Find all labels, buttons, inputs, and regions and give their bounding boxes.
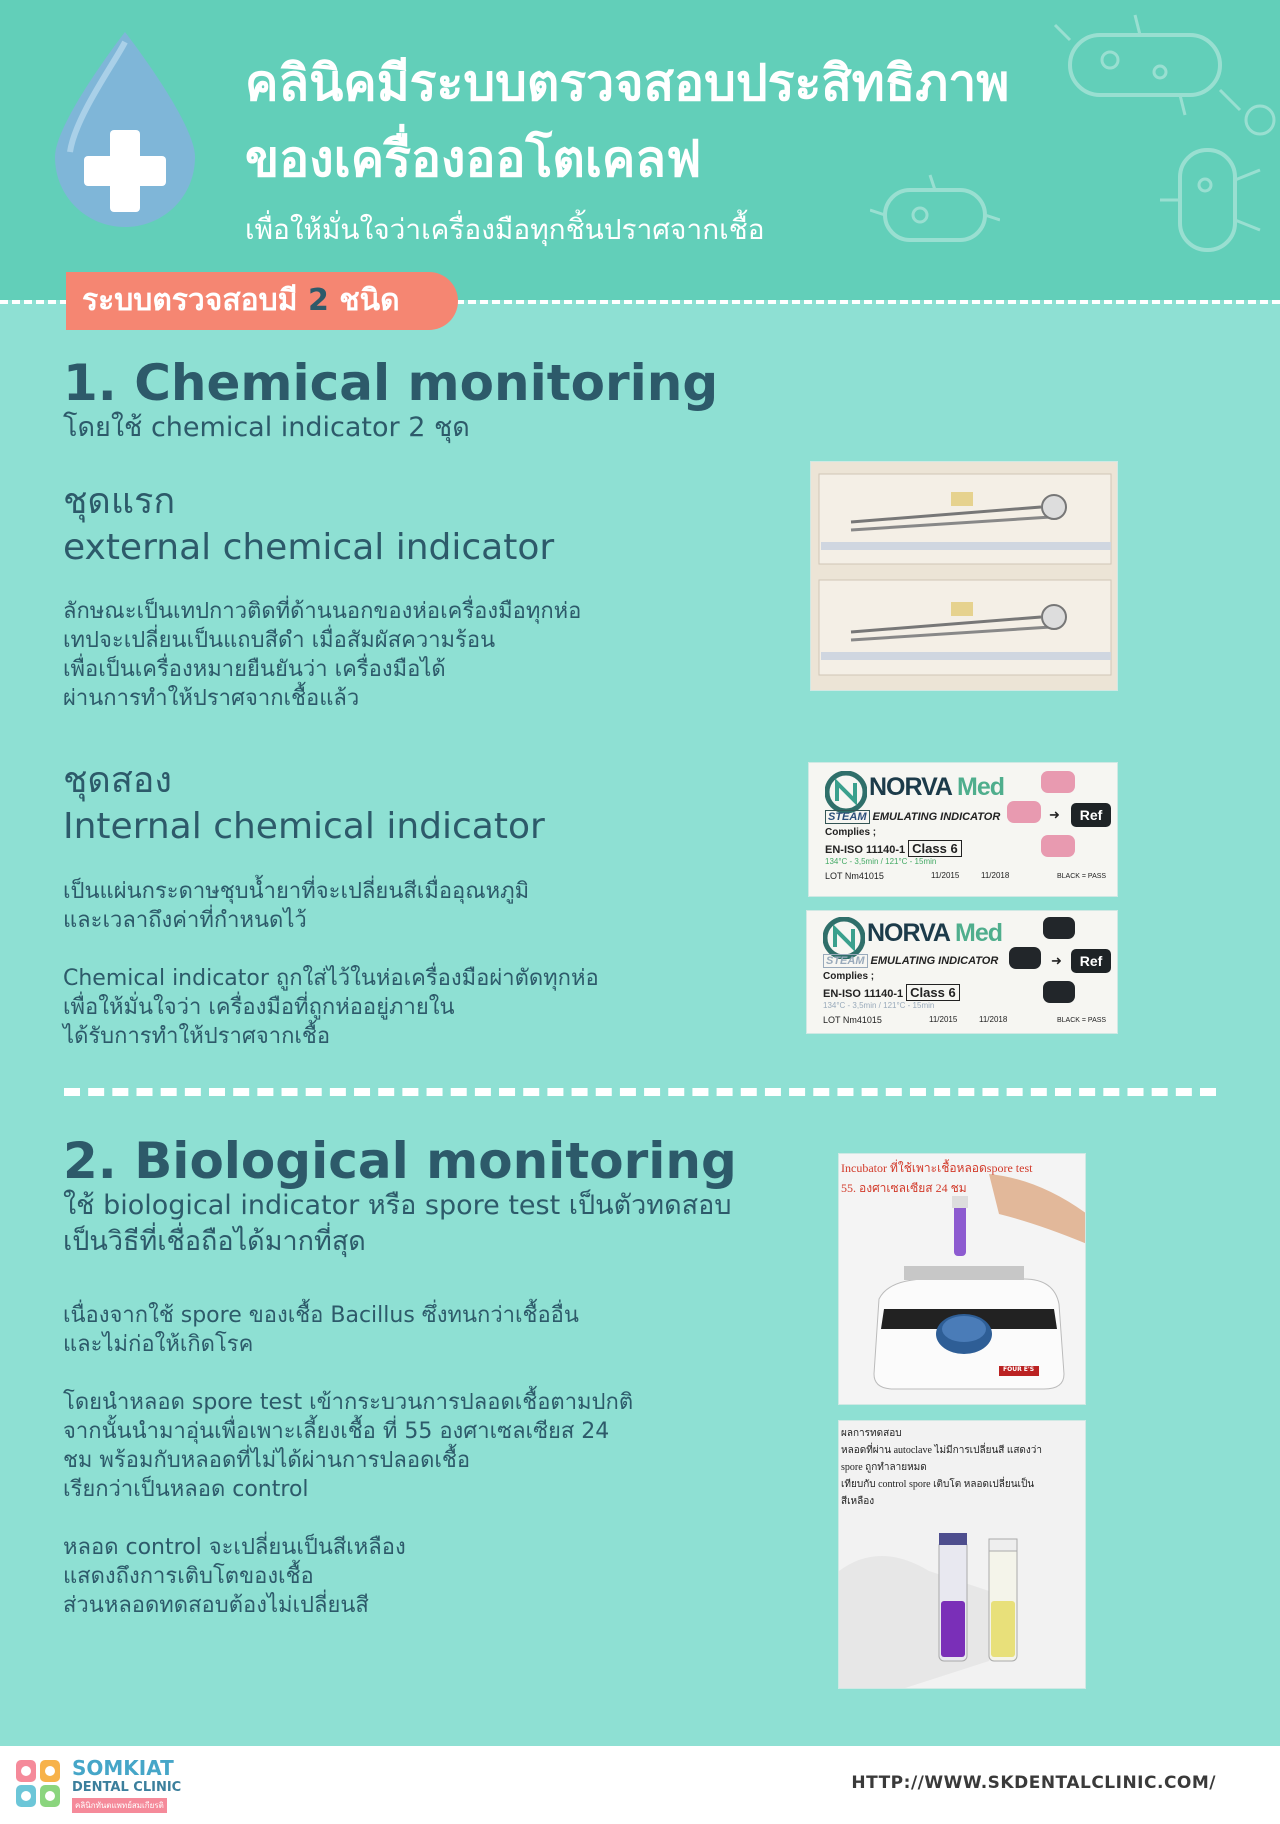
text-line: และไม่ก่อให้เกิดโรค [63,1332,254,1357]
emulating-label: EMULATING INDICATOR [869,811,1001,823]
text-line: ลักษณะเป็นเทปกาวติดที่ด้านนอกของห่อเครื่องมือทุกห่อ [63,599,582,624]
logo-thai-name: คลินิกทันตแพทย์สมเกียรติ [72,1798,167,1813]
pass-label: BLACK = PASS [1057,873,1107,880]
text-line: Chemical indicator ถูกใส่ไว้ในห่อเครื่องมือผ่าตัดทุกห่อ [63,966,599,991]
date-expiry: 11/2018 [981,871,1010,880]
section2-para2 [63,1388,633,1504]
indicator-patch [1041,771,1075,793]
bacteria-icon [1160,140,1270,260]
water-drop-plus-icon [55,32,195,227]
brand-norva: NORVA [867,919,950,947]
lot-label: LOT Nm41015 [825,871,884,881]
iso-label: EN-ISO 11140-1 [823,988,904,1000]
text-line: จากนั้นนำมาอุ่นเพื่อเพาะเลี้ยงเชื้อ ที่ 55 องศาเซลเซียส 24 [63,1419,610,1444]
set2-title: ชุดสอง [63,760,172,801]
norva-logo-icon [823,917,865,959]
indicator-patch [1009,947,1041,969]
pass-label: BLACK = PASS [1057,1017,1107,1024]
set2-description-a [63,877,529,935]
text-line: โดยนำหลอด spore test เข้ากระบวนการปลอดเชื้อตามปกติ [63,1390,634,1415]
text-line: หลอด control จะเปลี่ยนเป็นสีเหลือง [63,1535,406,1560]
section2-para3 [63,1533,406,1620]
page-title-line2: ของเครื่องออโตเคลฟ [245,130,702,188]
norva-logo-icon [825,771,867,813]
section1-intro: โดยใช้ chemical indicator 2 ชุด [63,412,470,443]
text-line: แสดงถึงการเติบโตของเชื้อ [63,1564,314,1589]
external-indicator-photo [810,461,1118,691]
types-badge-text: ระบบตรวจสอบมี [82,283,308,318]
section2-intro [63,1188,731,1260]
internal-indicator-card-unprocessed [808,762,1118,897]
indicator-patch [1007,801,1041,823]
complies-label: Complies ; [825,827,877,838]
section2-heading: 2. Biological monitoring [63,1132,737,1190]
section-divider [64,1088,1216,1096]
temp-label: 134°C - 3,5min / 121°C - 15min [823,1001,935,1010]
date-made: 11/2015 [929,1015,958,1024]
date-made: 11/2015 [931,871,960,880]
ref-label: Ref [1071,949,1111,973]
text-line: ส่วนหลอดทดสอบต้องไม่เปลี่ยนสี [63,1593,369,1618]
steam-label: STEAM [825,810,870,824]
spore-test-result-photo [838,1420,1086,1689]
arrow-icon: ➜ [1049,807,1060,822]
set1-subtitle: external chemical indicator [63,527,555,568]
result-caption-line: spore ถูกทำลายหมด [841,1462,927,1473]
emulating-label: EMULATING INDICATOR [867,955,999,967]
lot-label: LOT Nm41015 [823,1015,882,1025]
text-line: ชม พร้อมกับหลอดที่ไม่ได้ผ่านการปลอดเชื้อ [63,1448,471,1473]
class-label: Class 6 [908,840,962,857]
indicator-patch [1043,981,1075,1003]
logo-subname: DENTAL CLINIC [72,1780,182,1795]
text-line: เพื่อเป็นเครื่องหมายยืนยันว่า เครื่องมือได้ [63,657,446,682]
brand-med: Med [951,773,1005,801]
text-line: ได้รับการทำให้ปราศจากเชื้อ [63,1024,331,1049]
result-caption-line: สีเหลือง [841,1496,875,1507]
text-line: เทปจะเปลี่ยนเป็นแถบสีดำ เมื่อสัมผัสความร้อน [63,628,496,653]
logo-name: SOMKIAT [72,1756,174,1780]
brand-med: Med [949,919,1003,947]
website-link[interactable]: HTTP://WWW.SKDENTALCLINIC.COM/ [851,1773,1216,1793]
set2-subtitle: Internal chemical indicator [63,806,545,847]
set1-title: ชุดแรก [63,481,176,522]
bacteria-icon [1240,100,1280,140]
arrow-icon: ➜ [1051,953,1062,968]
types-badge [66,272,458,330]
internal-indicator-card-processed [806,910,1118,1034]
indicator-patch [1043,917,1075,939]
text-line: ใช้ biological indicator หรือ spore test เป็นตัวทดสอบ [63,1190,732,1221]
incubator-caption-line: 55. องศาเซลเซียส 24 ชม [841,1181,967,1195]
temp-label: 134°C - 3,5min / 121°C - 15min [825,857,937,866]
ref-label: Ref [1071,803,1111,827]
result-caption-line: เทียบกับ control spore เติบโต หลอดเปลี่ยนเป็น [841,1479,1035,1490]
text-line: เนื่องจากใช้ spore ของเชื้อ Bacillus ซึ่งทนกว่าเชื้ออื่น [63,1303,579,1328]
complies-label: Complies ; [823,971,875,982]
result-caption-line: ผลการทดสอบ [841,1428,902,1439]
page-subtitle: เพื่อให้มั่นใจว่าเครื่องมือทุกชิ้นปราศจากเชื้อ [245,213,765,246]
steam-label: STEAM [823,954,868,968]
text-line: เพื่อให้มั่นใจว่า เครื่องมือที่ถูกห่ออยู่ภายใน [63,995,455,1020]
text-line: เป็นวิธีที่เชื่อถือได้มากที่สุด [63,1226,366,1257]
brand-norva: NORVA [869,773,952,801]
text-line: เป็นแผ่นกระดาษชุบน้ำยาที่จะเปลี่ยนสีเมื่ออุณหภูมิ [63,879,530,904]
date-expiry: 11/2018 [979,1015,1008,1024]
incubator-caption-line: Incubator ที่ใช้เพาะเชื้อหลอดspore test [841,1161,1033,1175]
class-label: Class 6 [906,984,960,1001]
incubator-photo [838,1153,1086,1405]
indicator-patch [1041,835,1075,857]
iso-label: EN-ISO 11140-1 [825,844,906,856]
bacteria-icon [1050,10,1250,120]
set2-description-b [63,964,599,1051]
section1-heading: 1. Chemical monitoring [63,354,719,412]
types-badge-suffix: ชนิด [328,283,400,318]
section2-para1 [63,1301,579,1359]
page-title-line1: คลินิคมีระบบตรวจสอบประสิทธิภาพ [245,54,1010,112]
text-line: และเวลาถึงค่าที่กำหนดไว้ [63,908,307,933]
bacteria-icon [870,170,1000,260]
text-line: ผ่านการทำให้ปราศจากเชื้อแล้ว [63,686,360,711]
incubator-brand: FOUR E'S [1003,1366,1035,1373]
types-badge-number: 2 [307,283,329,318]
set1-description [63,597,581,713]
result-caption-line: หลอดที่ผ่าน autoclave ไม่มีการเปลี่ยนสี แสดงว่า [841,1445,1043,1456]
clinic-logo-icon [14,1758,64,1810]
text-line: เรียกว่าเป็นหลอด control [63,1477,309,1502]
